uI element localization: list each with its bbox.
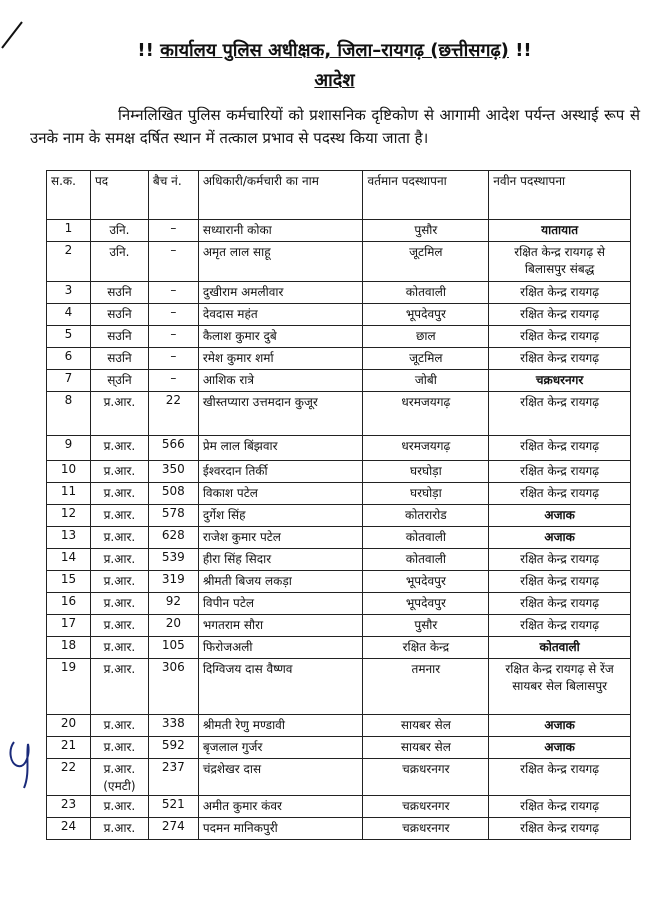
table-header-row (47, 171, 631, 220)
cell-serial: 8 (47, 392, 91, 436)
cell-current-posting: धरमजयगढ़ (363, 392, 489, 436)
cell-batch: 338 (148, 715, 198, 737)
cell-name: भगतराम सौरा (198, 615, 363, 637)
cell-serial: 19 (47, 659, 91, 715)
cell-name: बृजलाल गुर्जर (198, 737, 363, 759)
cell-post: स्उनि (90, 370, 148, 392)
cell-new-posting: चक्रधरनगर (489, 370, 631, 392)
cell-name: देवदास महंत (198, 304, 363, 326)
cell-name: खीस्तप्यारा उत्तमदान कुजूर (198, 392, 363, 436)
cell-current-posting: छाल (363, 326, 489, 348)
cell-current-posting: सायबर सेल (363, 737, 489, 759)
cell-post: उनि. (90, 220, 148, 242)
cell-current-posting: जोबी (363, 370, 489, 392)
cell-batch: – (148, 220, 198, 242)
cell-batch: – (148, 326, 198, 348)
header-batch: बैच नं. (148, 171, 198, 220)
cell-current-posting: घरघोड़ा (363, 483, 489, 505)
cell-new-posting: रक्षित केन्द्र रायगढ़ (489, 615, 631, 637)
cell-serial: 10 (47, 461, 91, 483)
cell-new-posting: कोतवाली (489, 637, 631, 659)
cell-new-posting: यातायात (489, 220, 631, 242)
cell-batch: 319 (148, 571, 198, 593)
cell-serial: 4 (47, 304, 91, 326)
cell-name: सध्यारानी कोका (198, 220, 363, 242)
cell-batch: 105 (148, 637, 198, 659)
cell-name: अमृत लाल साहू (198, 242, 363, 282)
cell-new-posting: रक्षित केन्द्र रायगढ़ (489, 593, 631, 615)
cell-current-posting: भूपदेवपुर (363, 304, 489, 326)
cell-post: प्र.आर. (90, 505, 148, 527)
cell-post: प्र.आर. (90, 796, 148, 818)
cell-new-posting: रक्षित केन्द्र रायगढ़ (489, 392, 631, 436)
cell-new-posting: रक्षित केन्द्र रायगढ़ (489, 796, 631, 818)
table-row (47, 593, 631, 615)
cell-current-posting: जूटमिल (363, 348, 489, 370)
cell-current-posting: कोतवाली (363, 527, 489, 549)
cell-new-posting: रक्षित केन्द्र रायगढ़ (489, 461, 631, 483)
cell-new-posting: रक्षित केन्द्र रायगढ़ (489, 282, 631, 304)
cell-post: प्र.आर. (90, 571, 148, 593)
cell-batch: – (148, 348, 198, 370)
cell-name: दुखीराम अमलीवार (198, 282, 363, 304)
cell-serial: 12 (47, 505, 91, 527)
table-row (47, 637, 631, 659)
header-serial: स.क. (47, 171, 91, 220)
cell-batch: 539 (148, 549, 198, 571)
table-row (47, 615, 631, 637)
table-row (47, 527, 631, 549)
cell-current-posting: चक्रधरनगर (363, 759, 489, 796)
cell-new-posting: रक्षित केन्द्र रायगढ़ (489, 818, 631, 840)
cell-post: उनि. (90, 242, 148, 282)
cell-post: प्र.आर. (90, 659, 148, 715)
cell-new-posting: रक्षित केन्द्र रायगढ़ (489, 759, 631, 796)
cell-name: ईश्वरदान तिर्की (198, 461, 363, 483)
order-heading: आदेश (314, 70, 355, 91)
cell-batch: 628 (148, 527, 198, 549)
cell-name: आशिक रात्रे (198, 370, 363, 392)
cell-serial: 18 (47, 637, 91, 659)
cell-current-posting: तमनार (363, 659, 489, 715)
cell-current-posting: पुसौर (363, 615, 489, 637)
title-prefix: !! (137, 40, 154, 61)
cell-post: सउनि (90, 304, 148, 326)
title-text: कार्यालय पुलिस अधीक्षक, जिला–रायगढ़ (छत्तीसगढ़) (160, 40, 509, 61)
cell-batch: 521 (148, 796, 198, 818)
cell-new-posting: रक्षित केन्द्र रायगढ़ (489, 348, 631, 370)
cell-batch: 566 (148, 436, 198, 461)
cell-name: हीरा सिंह सिदार (198, 549, 363, 571)
cell-batch: 578 (148, 505, 198, 527)
cell-batch: – (148, 304, 198, 326)
cell-current-posting: पुसौर (363, 220, 489, 242)
cell-new-posting: रक्षित केन्द्र रायगढ़ (489, 483, 631, 505)
cell-current-posting: जूटमिल (363, 242, 489, 282)
table-row (47, 304, 631, 326)
cell-name: दुर्गेश सिंह (198, 505, 363, 527)
table-row (47, 571, 631, 593)
cell-post: प्र.आर. (90, 392, 148, 436)
cell-serial: 14 (47, 549, 91, 571)
cell-current-posting: भूपदेवपुर (363, 593, 489, 615)
cell-post: सउनि (90, 326, 148, 348)
table-row (47, 737, 631, 759)
cell-serial: 16 (47, 593, 91, 615)
cell-batch: – (148, 282, 198, 304)
cell-new-posting: रक्षित केन्द्र रायगढ़ से रेंज सायबर सेल बिलासपुर (489, 659, 631, 715)
cell-current-posting: चक्रधरनगर (363, 818, 489, 840)
cell-serial: 21 (47, 737, 91, 759)
cell-name: विपीन पटेल (198, 593, 363, 615)
cell-serial: 7 (47, 370, 91, 392)
cell-new-posting: अजाक (489, 737, 631, 759)
cell-post: प्र.आर. (90, 637, 148, 659)
header-current-posting: वर्तमान पदस्थापना (363, 171, 489, 220)
office-title (0, 38, 669, 62)
cell-serial: 9 (47, 436, 91, 461)
handwritten-initial-mark (0, 730, 60, 800)
cell-name: रमेश कुमार शर्मा (198, 348, 363, 370)
cell-current-posting: भूपदेवपुर (363, 571, 489, 593)
table-row (47, 483, 631, 505)
header-name: अधिकारी/कर्मचारी का नाम (198, 171, 363, 220)
cell-post: प्र.आर. (90, 549, 148, 571)
cell-serial: 5 (47, 326, 91, 348)
cell-current-posting: रक्षित केन्द्र (363, 637, 489, 659)
cell-name: फिरोजअली (198, 637, 363, 659)
cell-post: प्र.आर. (90, 715, 148, 737)
cell-name: कैलाश कुमार दुबे (198, 326, 363, 348)
cell-new-posting: अजाक (489, 505, 631, 527)
order-intro: निम्नलिखित पुलिस कर्मचारियों को प्रशासनिक दृष्टिकोण से आगामी आदेश पर्यन्त अस्थाई रूप से उनके नाम के समक्ष दर्षित स्थान में तत्काल प्रभाव से पदस्थ किया जाता है। (30, 106, 640, 147)
cell-batch: – (148, 370, 198, 392)
cell-post: प्र.आर. (90, 818, 148, 840)
cell-batch: 592 (148, 737, 198, 759)
transfer-table (46, 170, 631, 840)
cell-batch: 274 (148, 818, 198, 840)
cell-serial: 23 (47, 796, 91, 818)
table-row (47, 549, 631, 571)
table-row (47, 796, 631, 818)
table-row (47, 659, 631, 715)
cell-current-posting: चक्रधरनगर (363, 796, 489, 818)
cell-current-posting: सायबर सेल (363, 715, 489, 737)
cell-new-posting: रक्षित केन्द्र रायगढ़ से बिलासपुर संबद्ध (489, 242, 631, 282)
cell-batch: 92 (148, 593, 198, 615)
cell-serial: 11 (47, 483, 91, 505)
cell-serial: 13 (47, 527, 91, 549)
table-row (47, 392, 631, 436)
cell-serial: 3 (47, 282, 91, 304)
cell-serial: 20 (47, 715, 91, 737)
cell-serial: 24 (47, 818, 91, 840)
cell-current-posting: घरघोड़ा (363, 461, 489, 483)
cell-post: सउनि (90, 348, 148, 370)
cell-post: प्र.आर. (90, 593, 148, 615)
cell-batch: 508 (148, 483, 198, 505)
header-post: पद (90, 171, 148, 220)
header-new-posting: नवीन पदस्थापना (489, 171, 631, 220)
cell-name: राजेश कुमार पटेल (198, 527, 363, 549)
cell-new-posting: अजाक (489, 715, 631, 737)
cell-post: सउनि (90, 282, 148, 304)
cell-name: प्रेम लाल बिंझवार (198, 436, 363, 461)
table-row (47, 326, 631, 348)
cell-current-posting: धरमजयगढ़ (363, 436, 489, 461)
cell-batch: 237 (148, 759, 198, 796)
cell-name: श्रीमती रेणु मण्डावी (198, 715, 363, 737)
cell-batch: – (148, 242, 198, 282)
table-row (47, 242, 631, 282)
cell-batch: 22 (148, 392, 198, 436)
cell-post: प्र.आर. (90, 436, 148, 461)
cell-serial: 6 (47, 348, 91, 370)
cell-new-posting: रक्षित केन्द्र रायगढ़ (489, 436, 631, 461)
table-row (47, 220, 631, 242)
cell-new-posting: रक्षित केन्द्र रायगढ़ (489, 304, 631, 326)
cell-name: अमीत कुमार कंवर (198, 796, 363, 818)
cell-post: प्र.आर. (90, 737, 148, 759)
cell-new-posting: अजाक (489, 527, 631, 549)
table-row (47, 348, 631, 370)
cell-serial: 15 (47, 571, 91, 593)
table-row (47, 282, 631, 304)
cell-batch: 350 (148, 461, 198, 483)
cell-new-posting: रक्षित केन्द्र रायगढ़ (489, 326, 631, 348)
table-row (47, 370, 631, 392)
cell-name: विकाश पटेल (198, 483, 363, 505)
cell-name: दिग्विजय दास वैष्णव (198, 659, 363, 715)
table-row (47, 461, 631, 483)
cell-serial: 17 (47, 615, 91, 637)
cell-new-posting: रक्षित केन्द्र रायगढ़ (489, 571, 631, 593)
cell-post: प्र.आर. (90, 615, 148, 637)
cell-current-posting: कोतवाली (363, 549, 489, 571)
cell-post: प्र.आर. (90, 483, 148, 505)
table-row (47, 436, 631, 461)
cell-name: चंद्रशेखर दास (198, 759, 363, 796)
cell-post: प्र.आर. (एमटी) (90, 759, 148, 796)
cell-batch: 306 (148, 659, 198, 715)
cell-current-posting: कोतरारोड (363, 505, 489, 527)
table-row (47, 715, 631, 737)
cell-name: श्रीमती बिजय लकड़ा (198, 571, 363, 593)
cell-serial: 1 (47, 220, 91, 242)
table-row (47, 505, 631, 527)
cell-batch: 20 (148, 615, 198, 637)
table-row (47, 759, 631, 796)
cell-serial: 2 (47, 242, 91, 282)
cell-post: प्र.आर. (90, 527, 148, 549)
cell-new-posting: रक्षित केन्द्र रायगढ़ (489, 549, 631, 571)
table-row (47, 818, 631, 840)
cell-serial: 22 (47, 759, 91, 796)
title-suffix: !! (515, 40, 532, 61)
cell-current-posting: कोतवाली (363, 282, 489, 304)
cell-name: पदमन मानिकपुरी (198, 818, 363, 840)
cell-post: प्र.आर. (90, 461, 148, 483)
